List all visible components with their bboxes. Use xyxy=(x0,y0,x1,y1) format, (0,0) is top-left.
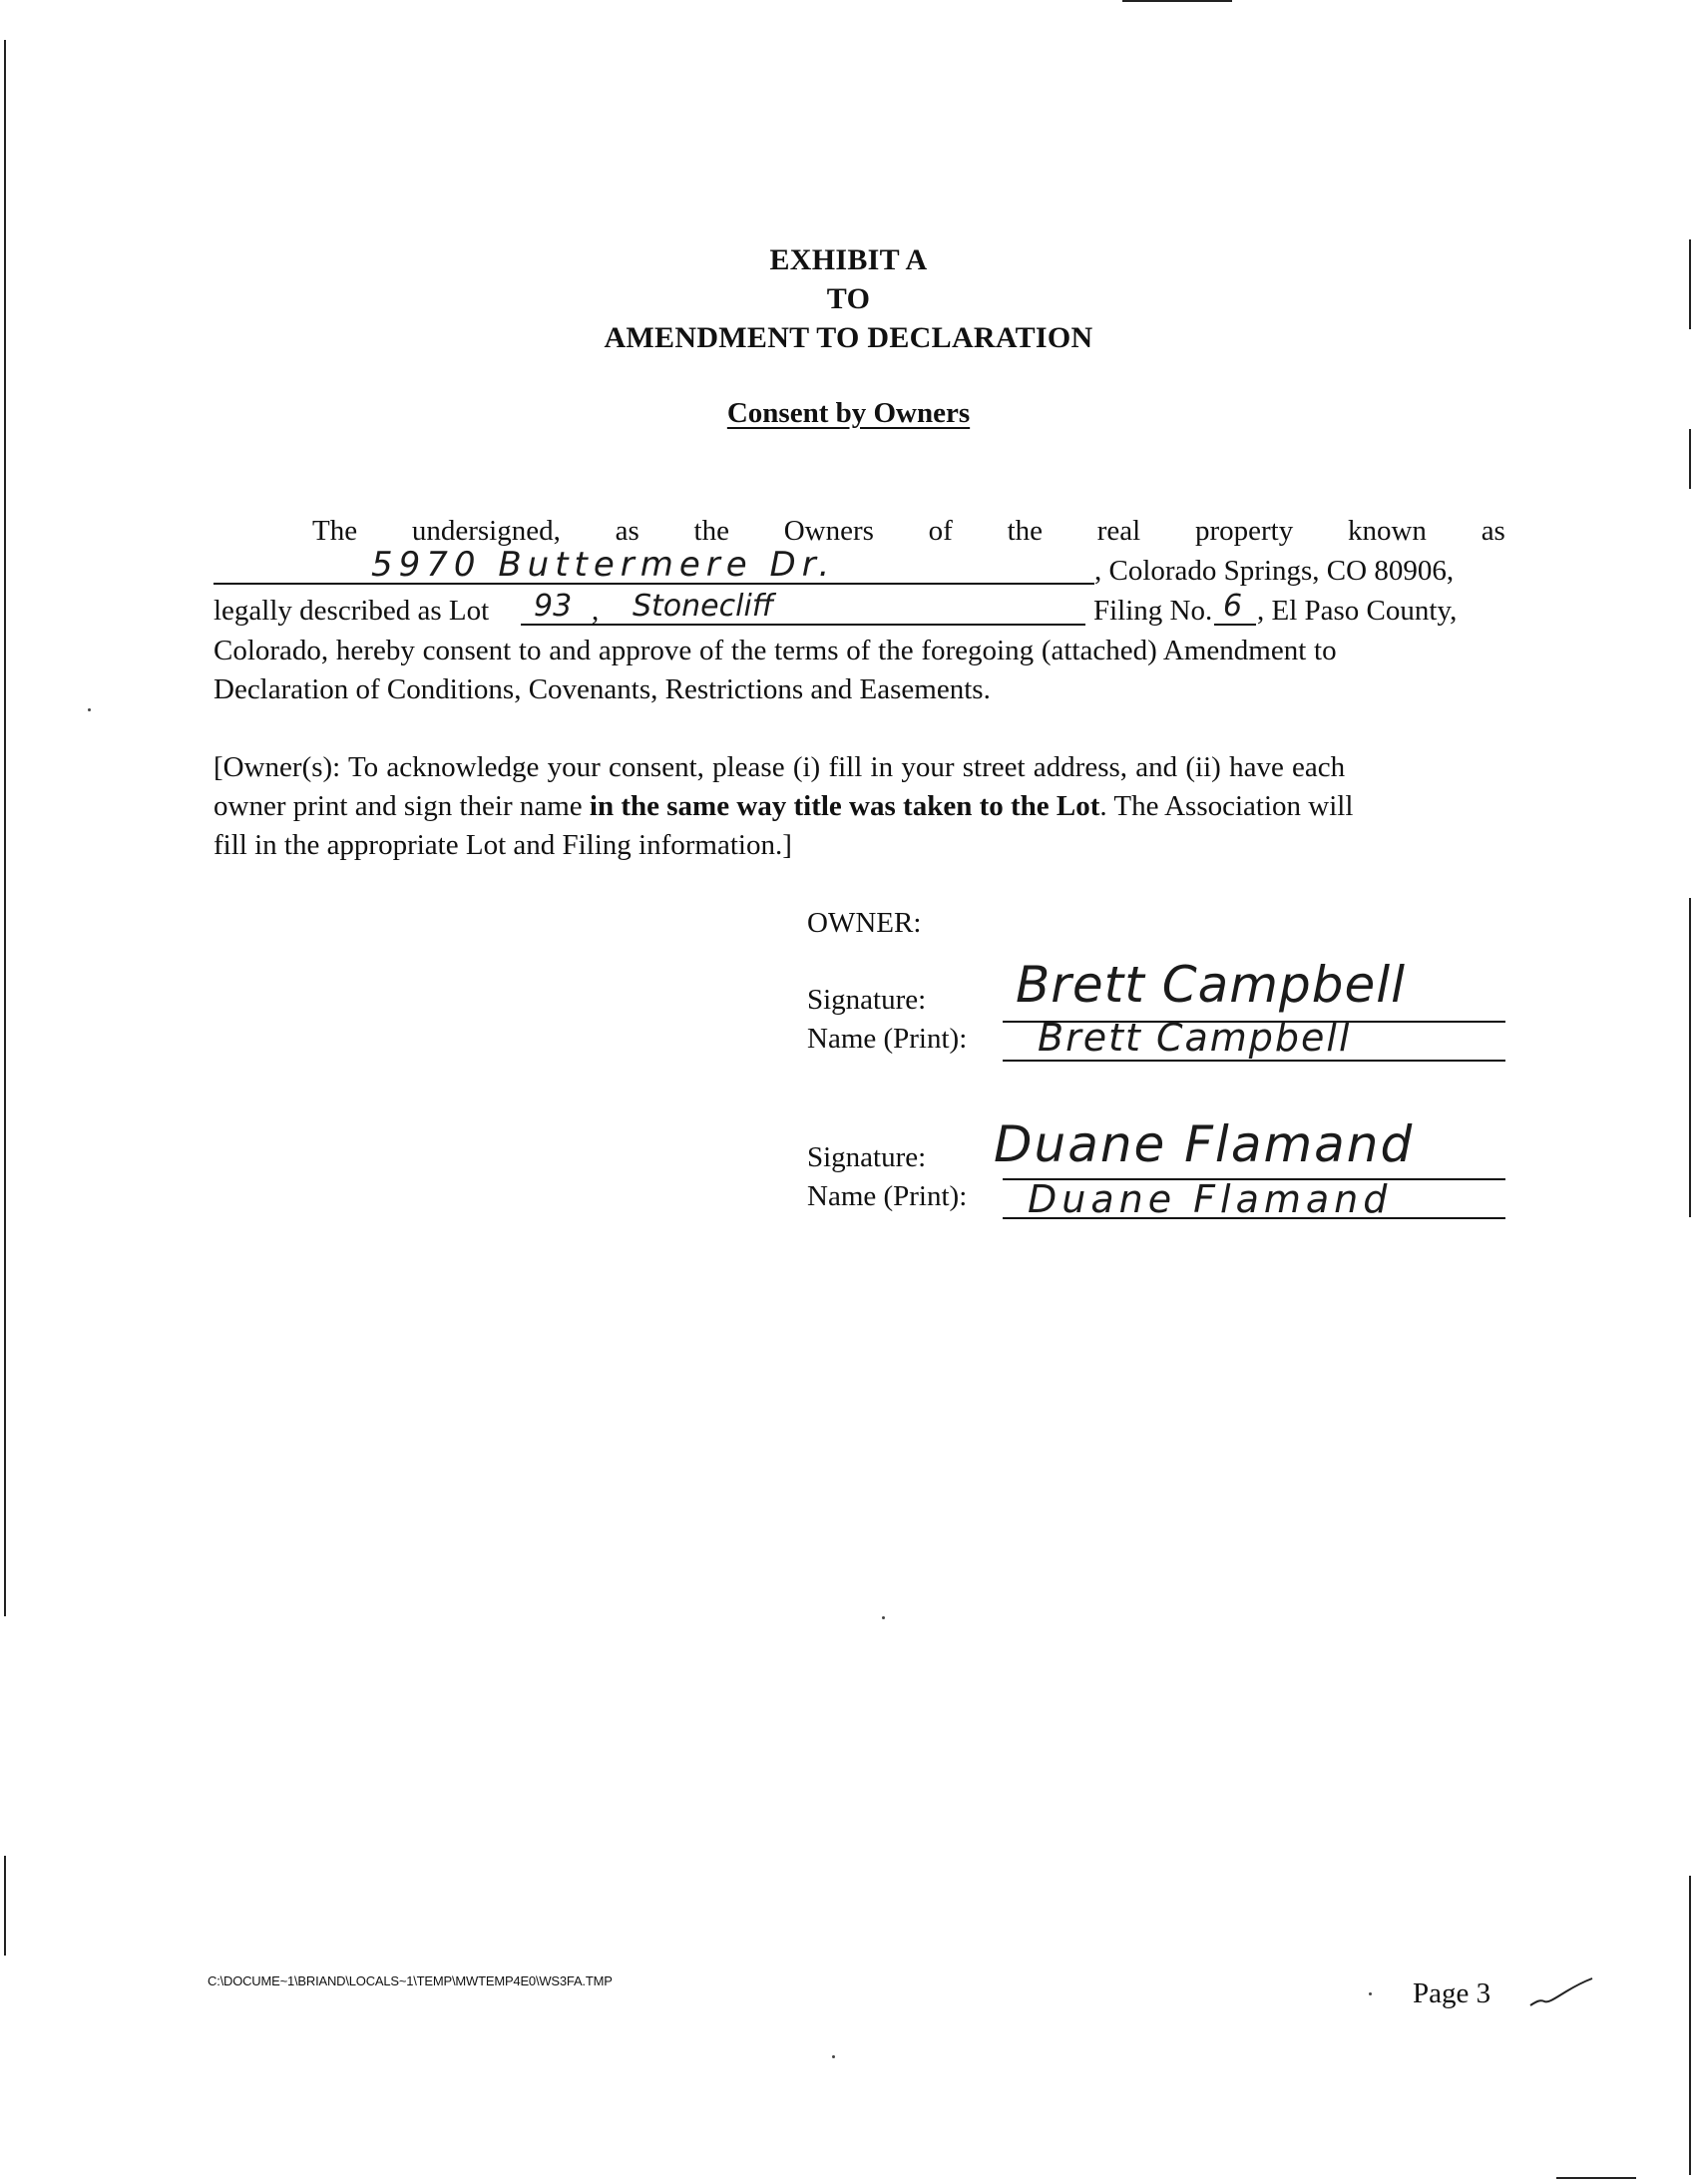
word: real xyxy=(1096,515,1141,547)
lot-handwritten: 93 xyxy=(534,589,573,624)
scan-left-edge-lower xyxy=(4,1856,6,1956)
scan-speck xyxy=(1369,1992,1372,1995)
word: the xyxy=(1007,515,1044,547)
para2-line2-end: . The Association will xyxy=(1099,790,1354,822)
word: undersigned, xyxy=(411,515,561,547)
owner-label: OWNER: xyxy=(807,907,922,939)
filing-label: Filing No. xyxy=(1093,595,1213,627)
consent-title xyxy=(0,397,1697,430)
name-label-1: Name (Print): xyxy=(807,1023,968,1055)
owner2-signature: Duane Flamand xyxy=(994,1115,1415,1173)
exhibit-subject: AMENDMENT TO DECLARATION xyxy=(604,321,1093,354)
para2-line2-start: owner print and sign their name xyxy=(213,790,590,822)
exhibit-title: EXHIBIT A xyxy=(769,243,928,276)
scan-speck xyxy=(882,1616,885,1619)
para2-line1: [Owner(s): To acknowledge your consent, please (i) fill in your street address, and (ii) have each xyxy=(213,751,1346,783)
signature-label-2: Signature: xyxy=(807,1141,927,1173)
owner2-name: Duane Flamand xyxy=(1028,1177,1393,1221)
filing-blank[interactable] xyxy=(1214,624,1256,626)
page-number: Page 3 xyxy=(1413,1977,1491,2009)
signature-label-1: Signature: xyxy=(807,984,927,1016)
owner1-name: Brett Campbell xyxy=(1038,1016,1352,1060)
footer-file-path: C:\DOCUME~1\BRIAND\LOCALS~1\TEMP\MWTEMP4E0\WS3FA.TMP xyxy=(208,1973,613,1988)
subdivision-handwritten: Stonecliff xyxy=(633,589,774,624)
word: of xyxy=(928,515,953,547)
consent-title-text: Consent by Owners xyxy=(726,397,971,429)
para2-emphasis: in the same way title was taken to the Lot xyxy=(589,790,1100,822)
scan-right-edge-2 xyxy=(1689,429,1691,489)
scan-bottom-mark xyxy=(1556,2177,1636,2179)
word: the xyxy=(693,515,729,547)
name-label-2: Name (Print): xyxy=(807,1180,968,1212)
scan-right-edge-4 xyxy=(1689,1876,1691,2175)
para1-line4: Colorado, hereby consent to and approve of the terms of the foregoing (attached) Amendment to xyxy=(213,635,1337,666)
word: Owners xyxy=(783,515,874,547)
scan-speck xyxy=(832,2055,835,2058)
filing-handwritten: 6 xyxy=(1223,589,1243,624)
para1-line5: Declaration of Conditions, Covenants, Restrictions and Easements. xyxy=(213,673,991,705)
name-line-1[interactable] xyxy=(1003,1060,1505,1062)
word: The xyxy=(312,515,358,547)
para2-line3: fill in the appropriate Lot and Filing information.] xyxy=(213,829,792,861)
owner1-signature: Brett Campbell xyxy=(1016,956,1407,1014)
city-state-zip: , Colorado Springs, CO 80906, xyxy=(1094,555,1455,587)
county: , El Paso County, xyxy=(1257,595,1458,627)
legal-prefix: legally described as Lot xyxy=(213,595,490,627)
address-handwritten: 5970 Buttermere Dr. xyxy=(371,545,836,585)
initial-mark-icon xyxy=(1526,1975,1596,2011)
word: known xyxy=(1347,515,1427,547)
scan-top-mark xyxy=(1122,0,1232,2)
lot-comma: , xyxy=(592,595,600,627)
para2-line2 xyxy=(213,790,1353,823)
exhibit-to: TO xyxy=(826,282,871,315)
lot-blank[interactable] xyxy=(521,624,1085,626)
word: as xyxy=(615,515,639,547)
scan-speck xyxy=(88,708,91,711)
word: property xyxy=(1194,515,1294,547)
word: as xyxy=(1481,515,1505,547)
scan-right-edge-3 xyxy=(1689,898,1691,1217)
